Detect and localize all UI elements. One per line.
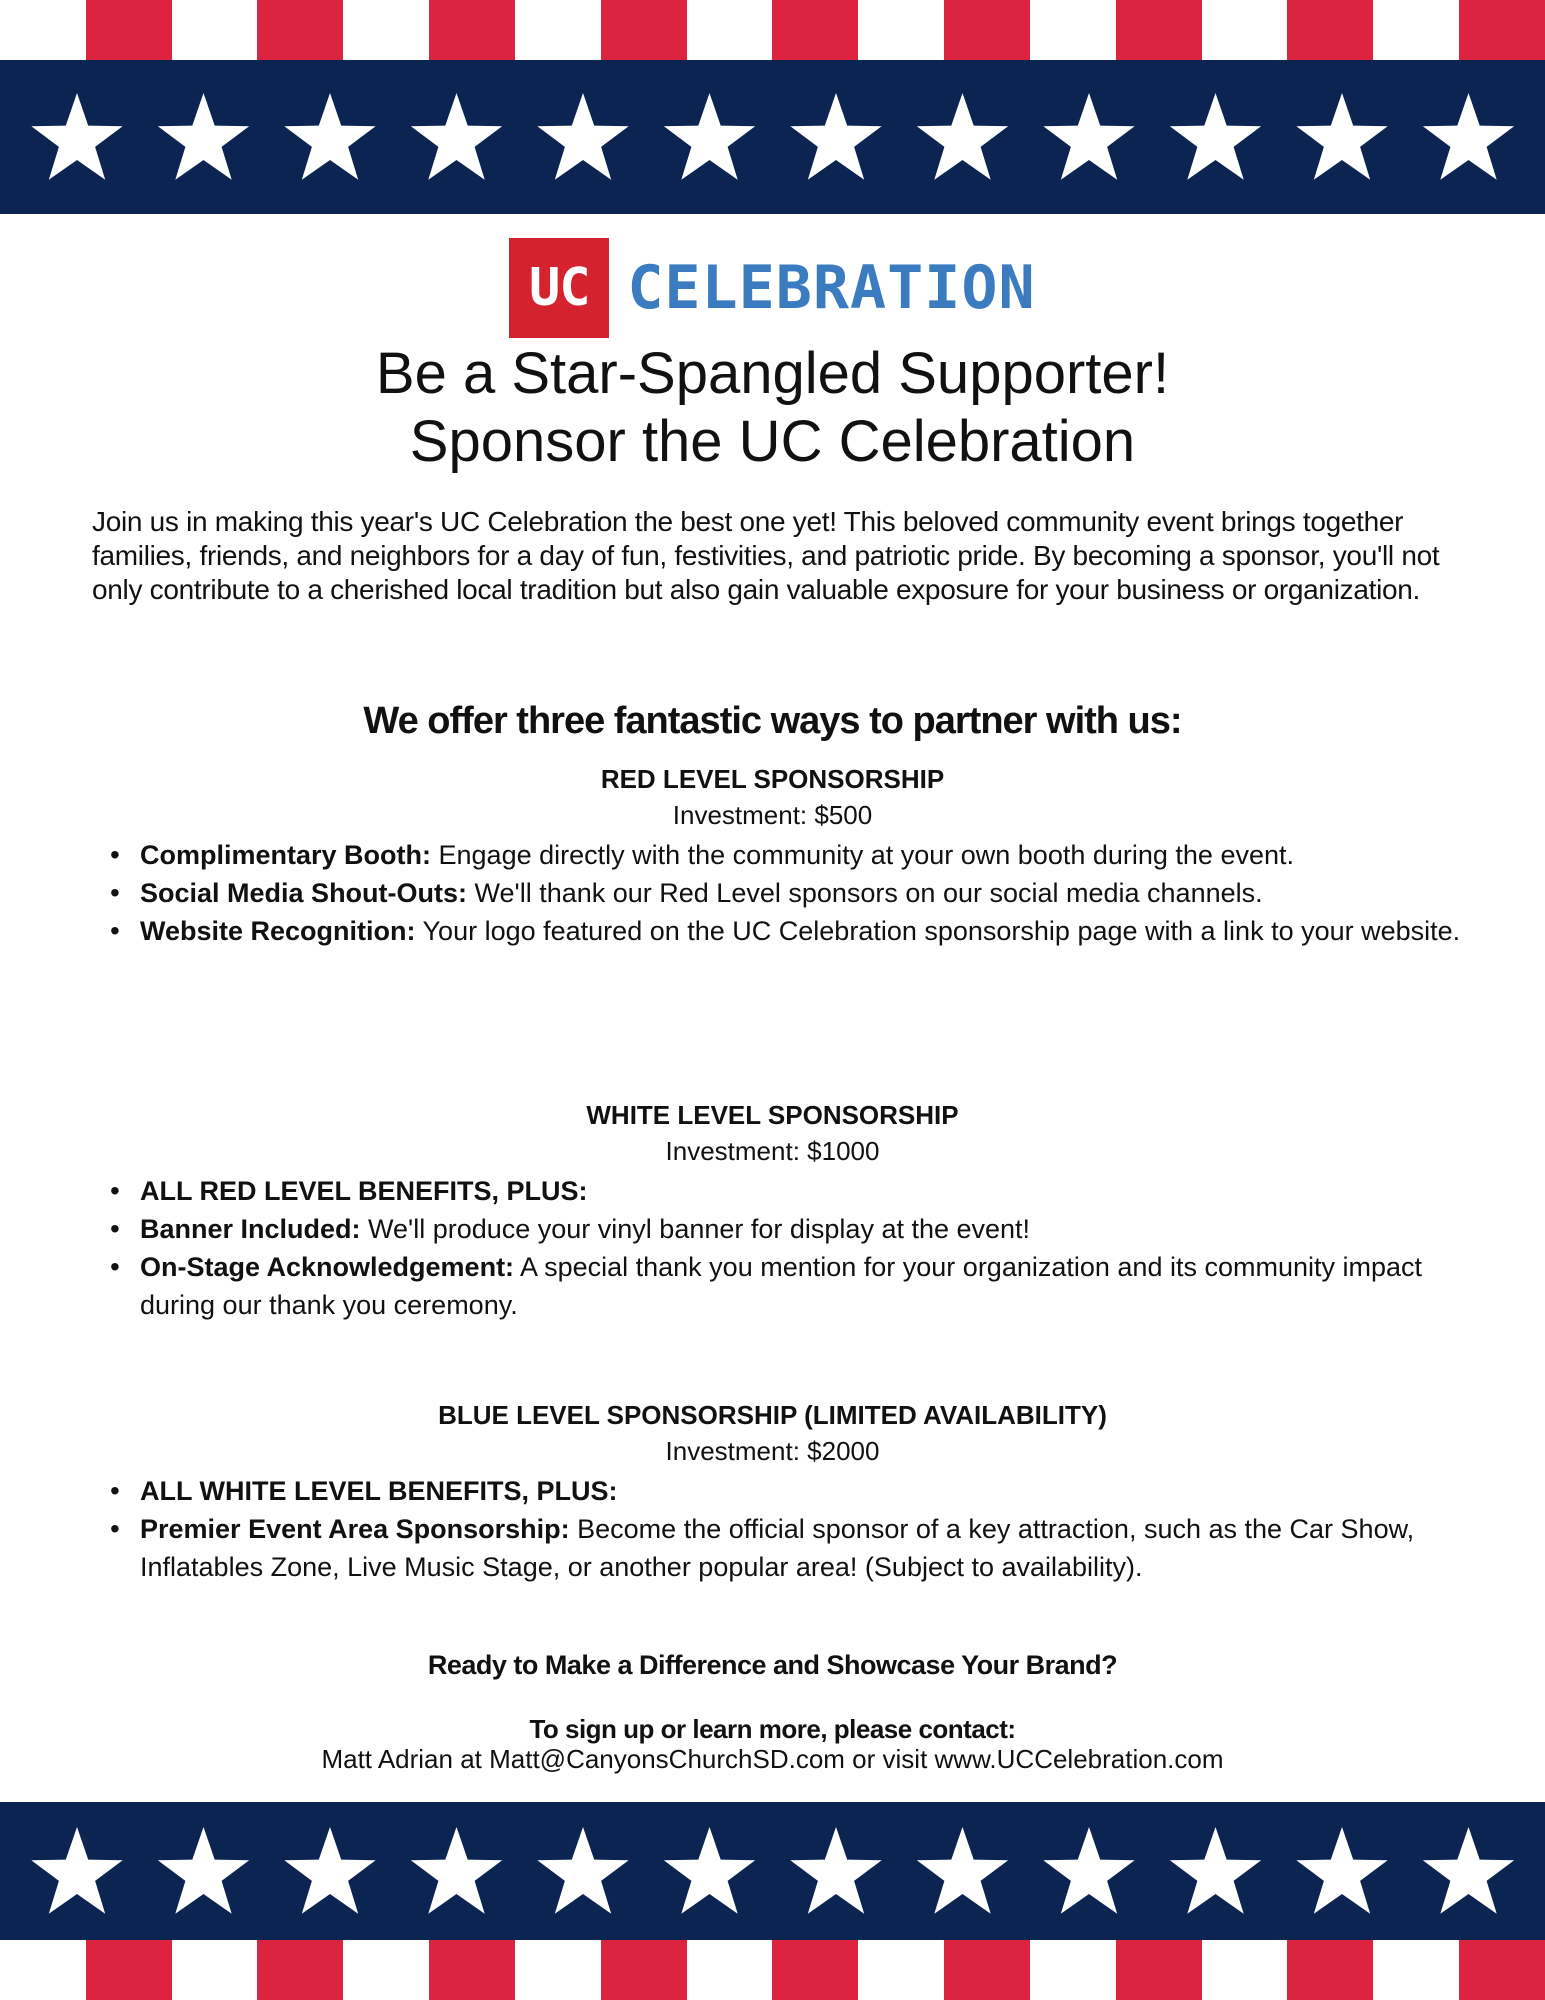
benefit-label: Website Recognition: (140, 916, 416, 946)
bottom-stripes (0, 1940, 1545, 2000)
benefit-text: Become the official sponsor of a key attraction, such as the Car Show, Inflatables Zone, Live Music Stage, or another popular area! (Subject to availability). (140, 1514, 1415, 1582)
stripe (858, 0, 944, 60)
benefit-item (0, 912, 1545, 950)
stripe (257, 0, 343, 60)
stripe (343, 1940, 429, 2000)
stripe (343, 0, 429, 60)
stripe (944, 1940, 1030, 2000)
benefit-label: Banner Included: (140, 1214, 361, 1244)
stripe (1116, 0, 1202, 60)
benefit-text: Your logo featured on the UC Celebration sponsorship page with a link to your website. (415, 916, 1461, 946)
contact-line: Matt Adrian at Matt@CanyonsChurchSD.com or visit www.UCCelebration.com (321, 1744, 1224, 1774)
benefit-list (0, 1472, 1545, 1586)
star-icon (664, 93, 755, 180)
stripe (944, 0, 1030, 60)
uc-celebration-logo (0, 238, 1545, 338)
stripe (1202, 0, 1288, 60)
benefit-label: On-Stage Acknowledgement: (140, 1252, 515, 1282)
stripe (257, 1940, 343, 2000)
intro-paragraph: Join us in making this year's UC Celebration the best one yet! This beloved community event brings together families, friends, and neighbors for a day of fun, festivities, and patriotic pride. By becoming a sponsor, you'll not only contribute to a cherished local tradition but also gain valuable exposure for your business or organization. (92, 506, 1440, 605)
star-icon (1423, 93, 1514, 180)
stripe (429, 1940, 515, 2000)
star-icon (411, 1827, 502, 1914)
star-icon (917, 1827, 1008, 1914)
star-icon (790, 93, 881, 180)
bottom-stars (0, 1802, 1545, 1940)
stripe (0, 0, 86, 60)
stripe (1373, 1940, 1459, 2000)
star-icon (31, 1827, 122, 1914)
benefit-label: Premier Event Area Sponsorship: (140, 1514, 570, 1544)
benefit-label: ALL WHITE LEVEL BENEFITS, PLUS: (140, 1476, 618, 1506)
benefit-list (0, 836, 1545, 950)
benefit-text: Engage directly with the community at your own booth during the event. (431, 840, 1295, 870)
benefit-text: A special thank you mention for your organization and its community impact during our thank you ceremony. (140, 1252, 1423, 1320)
benefit-item (0, 1248, 1545, 1324)
star-icon (1170, 93, 1261, 180)
stripe (1030, 1940, 1116, 2000)
headline-line-1: Be a Star-Spangled Supporter! (375, 341, 1170, 406)
blue-level-section (0, 1398, 1545, 1586)
star-icon (537, 93, 628, 180)
stripe (858, 1940, 944, 2000)
page-title (0, 340, 1545, 476)
stripe (1459, 1940, 1545, 2000)
stripe (515, 1940, 601, 2000)
stripe (515, 0, 601, 60)
stripe (687, 0, 773, 60)
star-icon (158, 93, 249, 180)
stripe (1287, 0, 1373, 60)
tier-title: WHITE LEVEL SPONSORSHIP (586, 1100, 959, 1130)
star-icon (1296, 1827, 1387, 1914)
tier-price: Investment: $500 (672, 800, 873, 830)
star-icon (284, 1827, 375, 1914)
star-icon (284, 93, 375, 180)
star-icon (1296, 93, 1387, 180)
offer-heading: We offer three fantastic ways to partner with us: (363, 700, 1182, 742)
logo-wordmark: CELEBRATION (627, 253, 1036, 323)
benefit-text: We'll thank our Red Level sponsors on our social media channels. (467, 878, 1263, 908)
stripe (1287, 1940, 1373, 2000)
benefit-item (0, 1472, 1545, 1510)
white-level-section (0, 1098, 1545, 1324)
stripe (172, 1940, 258, 2000)
star-icon (790, 1827, 881, 1914)
stripe (86, 1940, 172, 2000)
stripe (772, 1940, 858, 2000)
star-icon (1170, 1827, 1261, 1914)
tier-price: Investment: $1000 (665, 1136, 880, 1166)
benefit-item (0, 1172, 1545, 1210)
stripe (172, 0, 258, 60)
star-icon (158, 1827, 249, 1914)
tier-title: RED LEVEL SPONSORSHIP (600, 764, 945, 794)
stripe (772, 0, 858, 60)
star-icon (411, 93, 502, 180)
stripe (1030, 0, 1116, 60)
headline-line-2: Sponsor the UC Celebration (409, 409, 1136, 474)
tier-price: Investment: $2000 (665, 1436, 880, 1466)
stripe (86, 0, 172, 60)
red-level-section (0, 762, 1545, 950)
stripe (601, 1940, 687, 2000)
contact-heading: To sign up or learn more, please contact: (529, 1714, 1016, 1744)
tier-title: BLUE LEVEL SPONSORSHIP (LIMITED AVAILABILITY) (438, 1400, 1107, 1430)
benefit-item (0, 874, 1545, 912)
stripe (687, 1940, 773, 2000)
benefit-label: Complimentary Booth: (140, 840, 432, 870)
star-icon (664, 1827, 755, 1914)
benefit-list (0, 1172, 1545, 1324)
star-icon (1423, 1827, 1514, 1914)
stripe (1116, 1940, 1202, 2000)
benefit-item (0, 1210, 1545, 1248)
star-icon (1043, 1827, 1134, 1914)
top-stars (0, 60, 1545, 214)
benefit-item (0, 1510, 1545, 1586)
benefit-label: Social Media Shout-Outs: (140, 878, 468, 908)
stripe (0, 1940, 86, 2000)
star-icon (537, 1827, 628, 1914)
stripe (429, 0, 515, 60)
stripe (1373, 0, 1459, 60)
star-icon (917, 93, 1008, 180)
benefit-item (0, 836, 1545, 874)
logo-mark: UC (509, 238, 609, 338)
benefit-text: We'll produce your vinyl banner for display at the event! (360, 1214, 1031, 1244)
top-star-band (0, 60, 1545, 214)
bottom-star-band (0, 1802, 1545, 1940)
stripe (601, 0, 687, 60)
cta-heading: Ready to Make a Difference and Showcase Your Brand? (427, 1650, 1118, 1680)
stripe (1459, 0, 1545, 60)
benefit-label: ALL RED LEVEL BENEFITS, PLUS: (140, 1176, 588, 1206)
stripe (1202, 1940, 1288, 2000)
top-stripes (0, 0, 1545, 60)
star-icon (1043, 93, 1134, 180)
star-icon (31, 93, 122, 180)
